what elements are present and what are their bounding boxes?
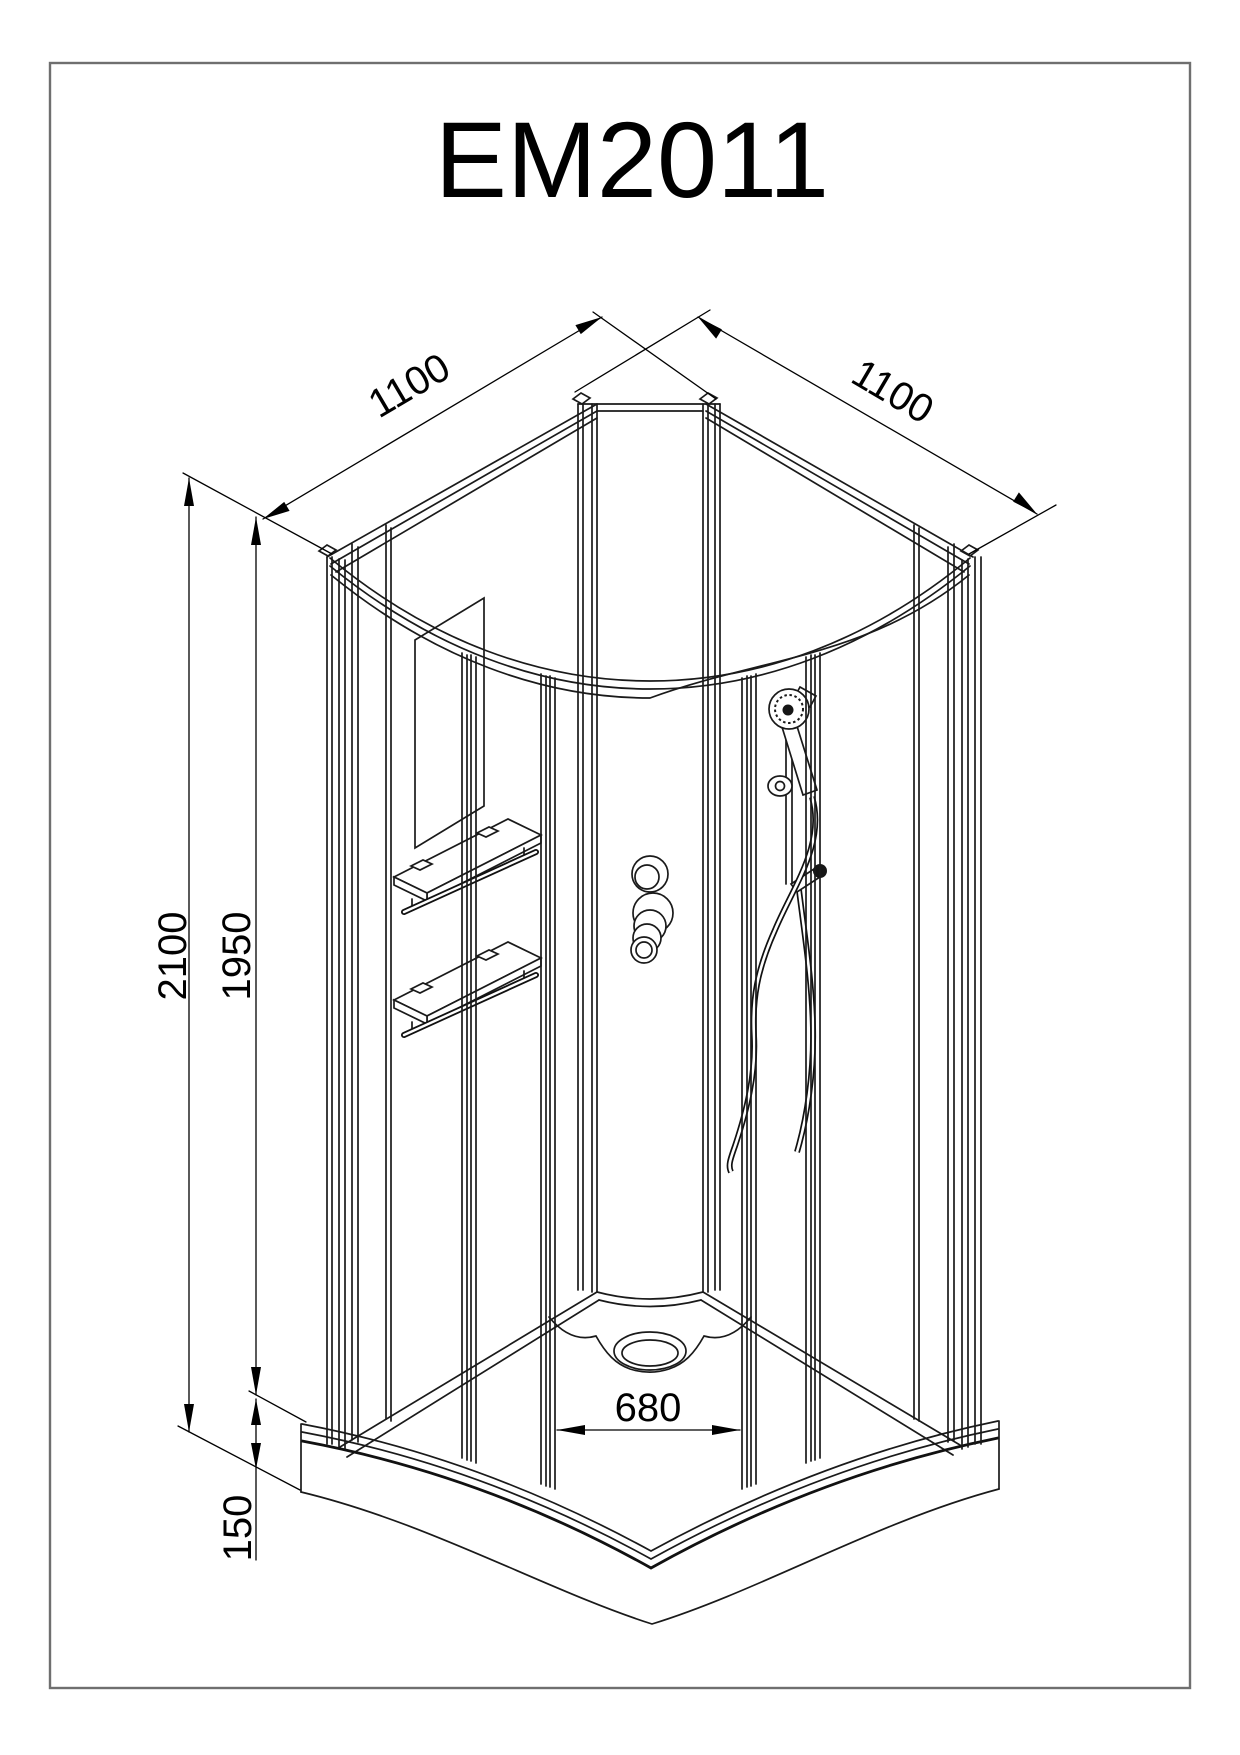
dimension-label-right-width: 1100 <box>844 351 941 433</box>
dimension-overall-height <box>151 478 195 1432</box>
back-corner-column <box>578 404 720 1292</box>
dimension-label-overall-height: 2100 <box>151 911 195 1001</box>
corner-bracket-left <box>319 545 336 556</box>
dimension-label-tray-height: 150 <box>216 1494 260 1562</box>
wall-top-frames <box>319 393 978 572</box>
left-wall-panel-frames <box>352 525 391 1442</box>
dimension-right-width <box>698 317 1037 514</box>
dimension-label-left-width: 1100 <box>361 345 458 427</box>
right-wall-panel-frames <box>914 525 954 1442</box>
dimension-label-door-opening: 680 <box>614 1386 682 1430</box>
dimension-door-opening <box>557 1386 740 1435</box>
dimensions <box>151 310 1056 1561</box>
drawing-title: EM2011 <box>434 99 830 220</box>
corner-bracket-back-left <box>573 393 590 404</box>
dimension-label-enclosure-height: 1950 <box>215 911 259 1001</box>
control-knobs <box>631 856 673 963</box>
dimension-tray-height <box>216 1399 261 1561</box>
tray-apron <box>301 1489 999 1624</box>
drain-cover <box>614 1332 686 1370</box>
shower-cabin-drawing <box>301 393 999 1624</box>
dimension-left-width <box>263 317 602 519</box>
shower-set <box>730 687 827 1172</box>
page-border <box>50 63 1190 1688</box>
shower-tray <box>301 1292 999 1624</box>
extension-lines <box>178 310 1056 1490</box>
dimension-enclosure-height <box>215 517 261 1395</box>
